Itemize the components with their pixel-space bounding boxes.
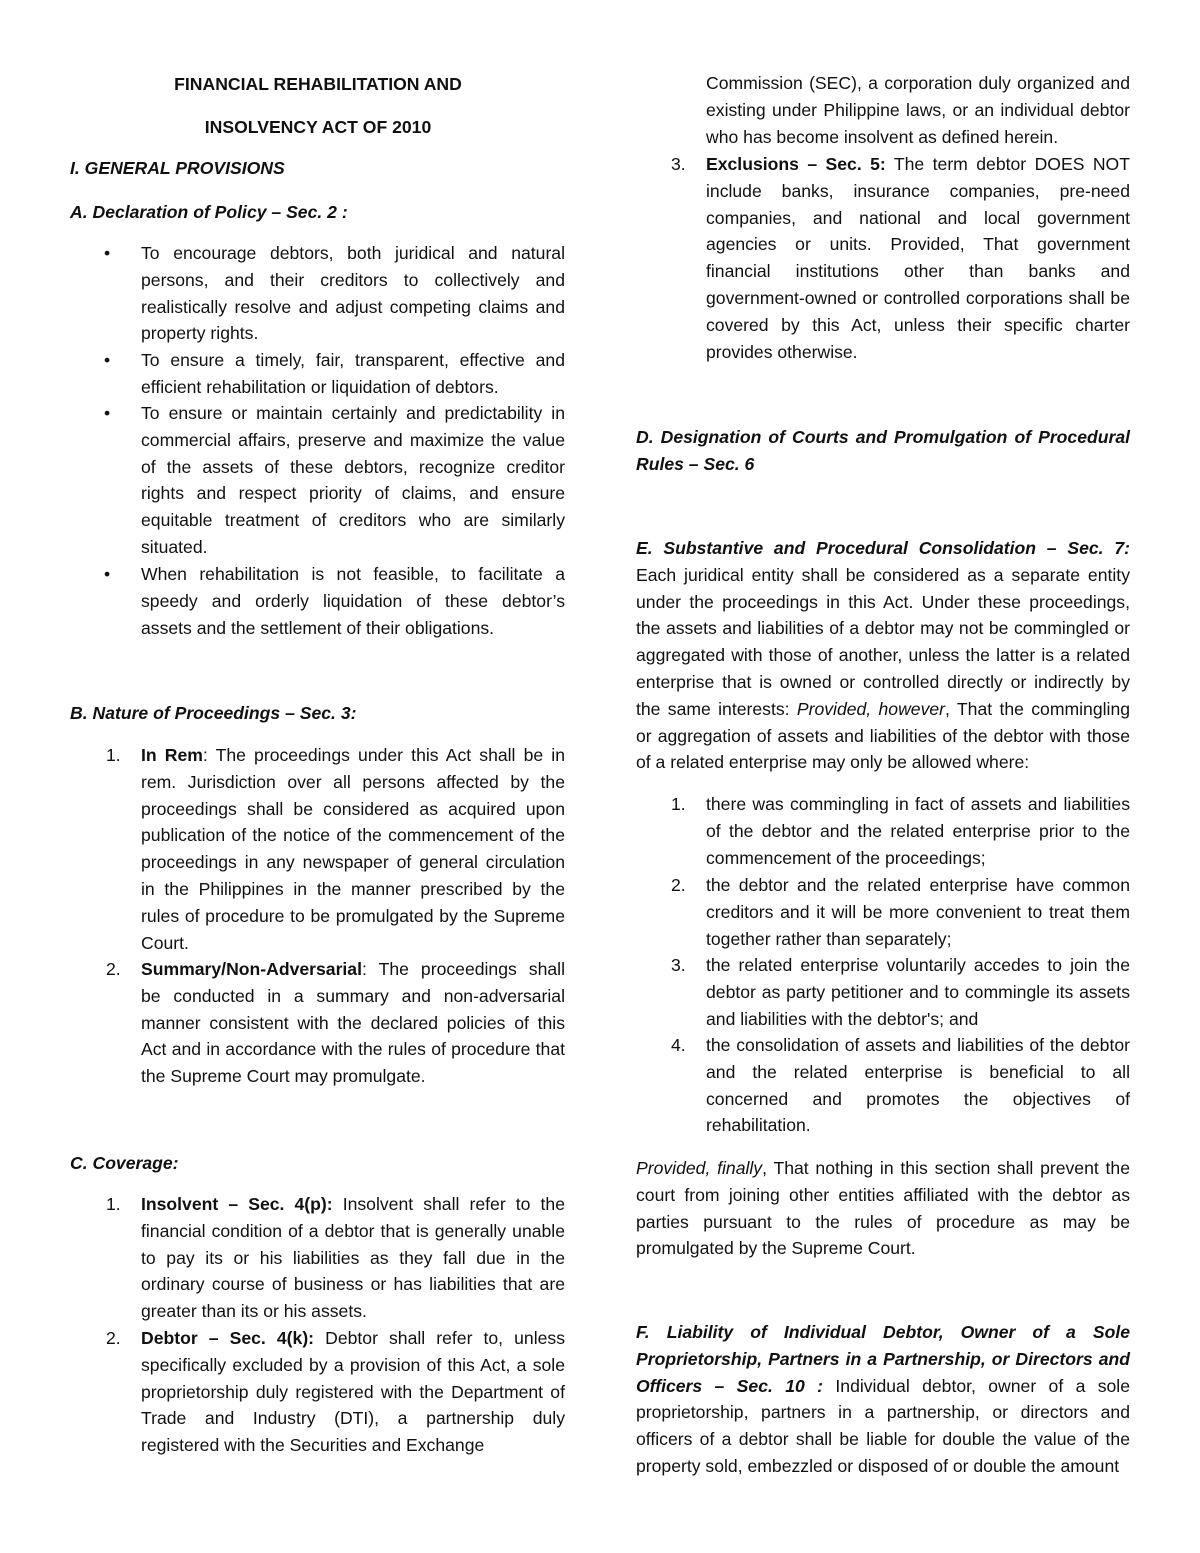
consolidation-paragraph xyxy=(636,535,1130,776)
policy-item: When rehabilitation is not feasible, to facilitate a speedy and orderly liquidation of these debtor’s assets and the settlement of their obligations. xyxy=(141,564,565,638)
policy-item: To ensure a timely, fair, transparent, effective and efficient rehabilitation or liquidation of debtors. xyxy=(141,350,565,397)
consolidation-proviso: Provided, however xyxy=(796,698,946,719)
list-number: 2. xyxy=(106,959,121,979)
coverage-heading: C. Coverage: xyxy=(70,1153,179,1173)
term-insolvent: Insolvent – Sec. 4(p): xyxy=(141,1194,333,1214)
document-title-line-2: INSOLVENCY ACT OF 2010 xyxy=(204,117,432,137)
list-number: 1. xyxy=(106,745,121,765)
bullet-icon: • xyxy=(104,403,111,423)
declaration-of-policy-heading: A. Declaration of Policy – Sec. 2 : xyxy=(70,202,348,222)
consolidation-heading: E. Substantive and Procedural Consolidation – Sec. 7: xyxy=(636,538,1130,558)
list-number: 1. xyxy=(106,1194,121,1214)
consolidation-item: the debtor and the related enterprise have common creditors and it will be more convenient to treat them together rather than separately; xyxy=(706,875,1130,949)
coverage-item-text: Insolvent shall refer to the financial condition of a debtor that is generally unable to pay its or his liabilities as they fall due in the ordinary course of business or has liabilities that are greater than its or his assets. xyxy=(141,1194,565,1322)
final-text: , That nothing in this section shall prevent the court from joining other entities affiliated with the debtor as parties pursuant to the rules of procedure as may be promulgated by the Supreme Court. xyxy=(636,1158,1130,1259)
document-title-line-1: FINANCIAL REHABILITATION AND xyxy=(174,74,462,94)
term-debtor: Debtor – Sec. 4(k): xyxy=(141,1328,315,1348)
list-number: 3. xyxy=(671,955,686,975)
bullet-icon: • xyxy=(104,564,111,584)
liability-heading: F. Liability of Individual Debtor, Owner of a Sole Proprietorship, Partners in a Partnership, or Directors and Officers – Sec. 10 : xyxy=(636,1322,1130,1396)
liability-text: Individual debtor, owner of a sole proprietorship, partners in a partnership, or directors and officers of a debtor shall be liable for double the value of the property sold, embezzled or disposed of or double the amount xyxy=(636,1375,1130,1476)
term-summary: Summary/Non-Adversarial xyxy=(141,959,362,979)
coverage-item-debtor xyxy=(141,1325,565,1459)
list-number: 2. xyxy=(671,875,686,895)
bullet-icon: • xyxy=(104,350,111,370)
consolidation-intro-a: Each juridical entity shall be considered as a separate entity under the proceedings in this Act. Under these proceedings, the assets and liabilities of a debtor may not be commingled or aggregated with those of another, unless the latter is a related enterprise that is owned or controlled directly or indirectly by the same interests: xyxy=(636,564,1130,719)
nature-item-text: : The proceedings under this Act shall be in rem. Jurisdiction over all persons affected by the proceedings shall be considered as acquired upon publication of the notice of the commencement of the proceedings in any newspaper of general circulation in the Philippines in the manner prescribed by the rules of procedure to be promulgated by the Supreme Court. xyxy=(141,745,565,953)
consolidation-item: there was commingling in fact of assets and liabilities of the debtor and the related enterprise prior to the commencement of the proceedings; xyxy=(706,794,1130,868)
designation-of-courts-heading: D. Designation of Courts and Promulgation of Procedural Rules – Sec. 6 xyxy=(636,427,1130,474)
consolidation-final-paragraph xyxy=(636,1155,1130,1262)
coverage-item-text: Debtor shall refer to, unless specifically excluded by a provision of this Act, a sole proprietorship duly registered with the Department of Trade and Industry (DTI), a partnership duly registered with the Securities and Exchange xyxy=(141,1328,565,1456)
nature-item-text: : The proceedings shall be conducted in a summary and non-adversarial manner consistent with the declared policies of this Act and in accordance with the rules of procedure that the Supreme Court may promulgate. xyxy=(141,959,565,1087)
coverage-item-debtor-continued: Commission (SEC), a corporation duly organized and existing under Philippine laws, or an individual debtor who has become insolvent as defined herein. xyxy=(706,73,1130,147)
term-in-rem: In Rem xyxy=(141,745,203,765)
policy-item: To encourage debtors, both juridical and natural persons, and their creditors to collectively and realistically resolve and adjust competing claims and property rights. xyxy=(141,243,565,344)
list-number: 3. xyxy=(671,154,686,174)
consolidation-item: the consolidation of assets and liabilities of the debtor and the related enterprise is beneficial to all concerned and promotes the objectives of rehabilitation. xyxy=(706,1035,1130,1136)
nature-of-proceedings-heading: B. Nature of Proceedings – Sec. 3: xyxy=(70,703,357,723)
coverage-item-insolvent xyxy=(141,1191,565,1325)
liability-paragraph xyxy=(636,1319,1130,1480)
bullet-icon: • xyxy=(104,243,111,263)
coverage-item-exclusions xyxy=(706,151,1130,365)
consolidation-intro-b: , That the commingling or aggregation of assets and liabilities of the debtor with those of a related enterprise may only be allowed where: xyxy=(636,698,1131,773)
list-number: 2. xyxy=(106,1328,121,1348)
term-exclusions: Exclusions – Sec. 5: xyxy=(706,154,886,174)
nature-item-in-rem xyxy=(141,742,565,956)
final-proviso: Provided, finally xyxy=(636,1158,763,1178)
consolidation-item: the related enterprise voluntarily accedes to join the debtor as party petitioner and to commingle its assets and liabilities with the debtor's; and xyxy=(706,955,1130,1029)
nature-item-summary xyxy=(141,956,565,1090)
section-general-provisions-heading: I. GENERAL PROVISIONS xyxy=(70,158,285,178)
list-number: 1. xyxy=(671,794,686,814)
coverage-item-text: The term debtor DOES NOT include banks, insurance companies, pre-need companies, and national and local government agencies or units. Provided, That government financial institutions other than banks and government-owned or controlled corporations shall be covered by this Act, unless their specific charter provides otherwise. xyxy=(706,154,1130,362)
list-number: 4. xyxy=(671,1035,686,1055)
policy-item: To ensure or maintain certainly and predictability in commercial affairs, preserve and maximize the value of the assets of these debtors, recognize creditor rights and respect priority of claims, and ensure equitable treatment of creditors who are similarly situated. xyxy=(141,403,565,557)
